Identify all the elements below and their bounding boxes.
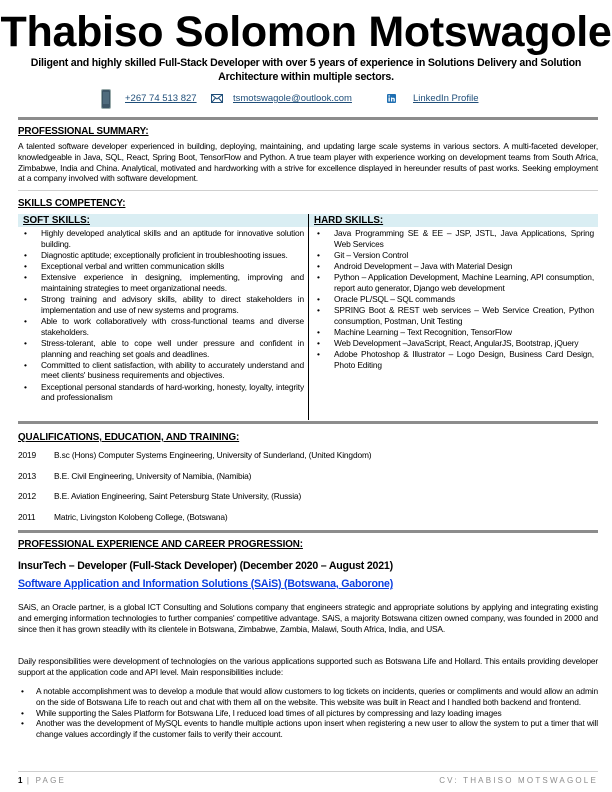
linkedin-link[interactable]: LinkedIn Profile: [413, 93, 479, 104]
list-item: • Python – Application Development, Machine Learning, API consumption, report auto generator, Django web development: [334, 272, 594, 294]
hard-skills-heading: HARD SKILLS:: [309, 214, 598, 227]
responsibilities-list: [36, 686, 598, 740]
page-label: | PAGE: [26, 776, 67, 785]
list-item: • Oracle PL/SQL – SQL commands: [334, 294, 594, 305]
phone-link[interactable]: +267 74 513 827: [125, 93, 197, 104]
education-row: [18, 471, 251, 481]
list-item: • Exceptional verbal and written communication skills: [41, 261, 304, 272]
list-item: • Machine Learning – Text Recognition, TensorFlow: [334, 327, 594, 338]
list-item: • Another was the development of MySQL events to handle multiple actions upon insert when registering a new user to allow the system to put a timer that will change values accordingly if the customer fails to verify their account.: [36, 718, 598, 740]
list-item: • While supporting the Sales Platform for Botswana Life, I reduced load times of all pictures by compressing and lazy loading images: [36, 708, 598, 719]
list-item: • Adobe Photoshop & Illustrator – Logo Design, Business Card Design, Photo Editing: [334, 349, 594, 371]
candidate-name: Thabiso Solomon Motswagole: [0, 8, 612, 56]
tagline: Diligent and highly skilled Full-Stack Developer with over 5 years of experience in Solutions Delivery and Solution Architecture within multiple sectors.: [30, 57, 582, 83]
education-year: 2012: [18, 491, 37, 501]
education-row: [18, 491, 301, 501]
list-item: • A notable accomplishment was to develop a module that would allow customers to log tickets on incidents, queries or compliments and would allow an admin on the side of Botswana Life to reach out and chat with them all on the website. This website was built in React and I handled both backend and frontend.: [36, 686, 598, 708]
soft-skills-list: [18, 227, 308, 403]
education-detail: B.sc (Hons) Computer Systems Engineering, University of Sunderland, (United Kingdom): [54, 450, 372, 460]
education-row: [18, 450, 371, 460]
contact-row: [0, 91, 612, 107]
soft-skills-heading: SOFT SKILLS:: [18, 214, 308, 227]
list-item: • Web Development –JavaScript, React, AngularJS, Bootstrap, jQuery: [334, 338, 594, 349]
divider: [18, 530, 598, 533]
list-item: • Diagnostic aptitude; exceptionally proficient in troubleshooting issues.: [41, 250, 304, 261]
email-link[interactable]: tsmotswagole@outlook.com: [233, 93, 352, 104]
company-description: SAiS, an Oracle partner, is a global ICT Consulting and Solutions company that engineers strategic and appropriate solutions by applying and integrating existing and emerging information technologies to further companies' competitive advantage. SAiS, a majority Botswana citizen owned company, was founded in 2000 and since then it has grown steadily with its clientele in Botswana, Zimbabwe, Zambia, Malawi, South Africa, India, and USA.: [18, 602, 598, 634]
list-item: • Extensive experience in designing, implementing, improving and maintaining strategies to meet organizational needs.: [41, 272, 304, 294]
hard-skills-list: [309, 227, 598, 371]
footer-page: [18, 776, 66, 785]
education-heading: QUALIFICATIONS, EDUCATION, AND TRAINING:: [18, 432, 240, 443]
education-year: 2013: [18, 471, 37, 481]
phone-icon: [101, 89, 111, 109]
list-item: • Stress-tolerant, able to cope well under pressure and confident in planning and reaching set goals and deadlines.: [41, 338, 304, 360]
list-item: • SPRING Boot & REST web services – Web Service Creation, Python consumption, Postman, Unit Testing: [334, 305, 594, 327]
experience-heading: PROFESSIONAL EXPERIENCE AND CAREER PROGRESSION:: [18, 539, 303, 550]
hard-skills-column: [309, 214, 598, 420]
list-item: • Java Programming SE & EE – JSP, JSTL, Java Applications, Spring Web Services: [334, 228, 594, 250]
list-item: • Strong training and advisory skills, ability to direct stakeholders in implementation and use of new systems and programs.: [41, 294, 304, 316]
footer-cv-label: CV: THABISO MOTSWAGOLE: [439, 776, 598, 785]
list-item: • Highly developed analytical skills and an aptitude for innovative solution building.: [41, 228, 304, 250]
soft-skills-column: [18, 214, 309, 420]
linkedin-icon: [387, 94, 396, 103]
footer-divider: [18, 771, 598, 772]
divider: [18, 190, 598, 191]
education-detail: Matric, Livingston Kolobeng College, (Botswana): [54, 512, 228, 522]
company-link[interactable]: Software Application and Information Solutions (SAiS) (Botswana, Gaborone): [18, 578, 394, 590]
skills-table: [18, 214, 598, 420]
page-number: 1: [18, 776, 23, 785]
education-year: 2011: [18, 512, 36, 522]
job-title: InsurTech – Developer (Full-Stack Developer) (December 2020 – August 2021): [18, 560, 393, 572]
daily-responsibilities: Daily responsibilities were development of technologies on the various applications supported such as Botswana Life and Hollard. This entails providing developer support at the application code and API level. Main responsibilities include:: [18, 656, 598, 677]
summary-heading: PROFESSIONAL SUMMARY:: [18, 126, 149, 137]
skills-heading: SKILLS COMPETENCY:: [18, 198, 126, 209]
divider: [18, 117, 598, 120]
education-detail: B.E. Civil Engineering, University of Namibia, (Namibia): [54, 471, 252, 481]
email-icon: [211, 94, 223, 103]
list-item: • Exceptional personal standards of hard-working, honesty, loyalty, integrity and professionalism: [41, 382, 304, 404]
divider: [18, 421, 598, 424]
list-item: • Android Development – Java with Material Design: [334, 261, 594, 272]
education-detail: B.E. Aviation Engineering, Saint Petersburg State University, (Russia): [54, 491, 302, 501]
list-item: • Able to work collaboratively with cross-functional teams and diverse stakeholders.: [41, 316, 304, 338]
education-year: 2019: [18, 450, 37, 460]
list-item: • Git – Version Control: [334, 250, 594, 261]
education-row: [18, 512, 228, 522]
summary-text: A talented software developer experienced in building, deploying, maintaining, and updating large scale systems in various sectors. A multi-faceted developer, knowledgeable in Java, SQL, React, Spring Boot, TensorFlow and Python. A true team player with experience working on development teams from South Africa, Zimbabwe, India and China. Analytical, motivated and hardworking with a strive for excellence displayed in hereunder results of past works. Seeking employment at a company involved with software development.: [18, 141, 598, 184]
list-item: • Committed to client satisfaction, with ability to accurately understand and meet clients' business requirements and objectives.: [41, 360, 304, 382]
